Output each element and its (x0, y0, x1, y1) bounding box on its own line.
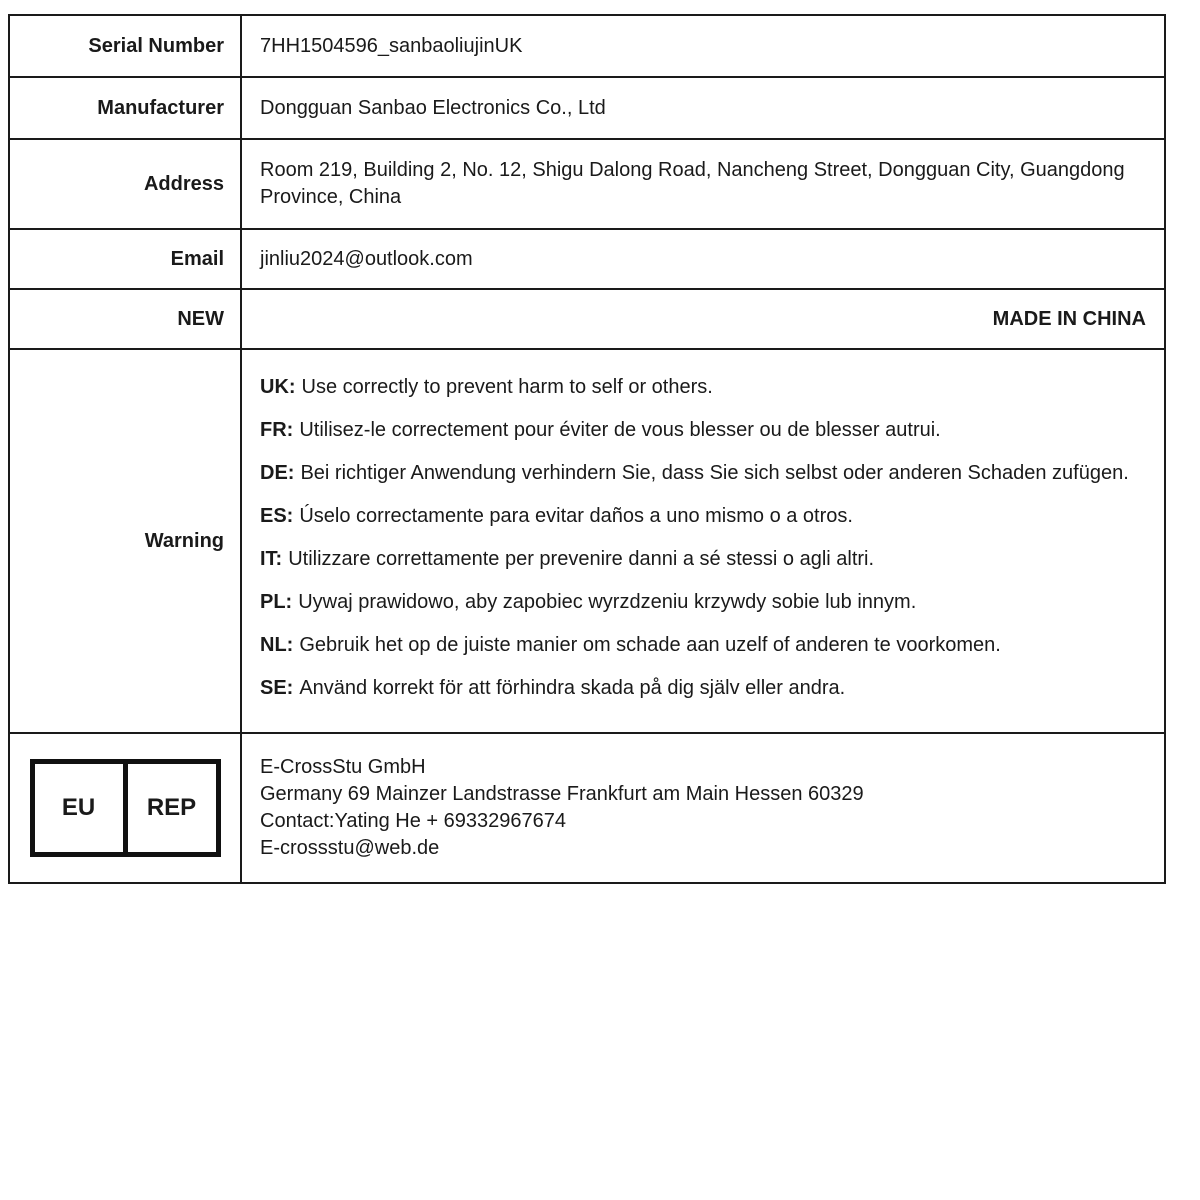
manufacturer-row (10, 78, 1164, 140)
warning-line-se (260, 675, 1146, 702)
email-label: Email (10, 230, 242, 288)
eu-rep-contact: Contact:Yating He + 69332967674 (260, 810, 566, 832)
warning-text: Uywaj prawidowo, aby zapobiec wyrzdzeniu krzywdy sobie lub innym. (298, 591, 917, 613)
warning-lang-code: DE: (260, 462, 295, 484)
warning-line-de (260, 460, 1146, 487)
eu-box: EU (61, 794, 96, 821)
warning-text: Use correctly to prevent harm to self or others. (301, 376, 713, 398)
warning-line-it (260, 546, 1146, 573)
eu-rep-row (10, 734, 1164, 882)
warning-text: Använd korrekt för att förhindra skada på dig själv eller andra. (299, 677, 846, 699)
warning-lang-code: ES: (260, 505, 294, 527)
warning-line-uk (260, 374, 1146, 401)
eu-rep-symbol-cell (10, 734, 242, 882)
warning-line-es (260, 503, 1146, 530)
warning-text: Utilizzare correttamente per prevenire danni a sé stessi o agli altri. (288, 548, 875, 570)
warning-label: Warning (10, 350, 242, 732)
warning-lang-code: IT: (260, 548, 283, 570)
manufacturer-value: Dongguan Sanbao Electronics Co., Ltd (260, 96, 606, 119)
warning-line-pl (260, 589, 1146, 616)
email-row (10, 230, 1164, 290)
warning-row (10, 350, 1164, 734)
warning-lang-code: SE: (260, 677, 294, 699)
manufacturer-label: Manufacturer (10, 78, 242, 138)
email-value: jinliu2024@outlook.com (260, 247, 473, 270)
new-label: NEW (10, 290, 242, 348)
warning-lang-code: PL: (260, 591, 293, 613)
warning-lang-code: NL: (260, 634, 294, 656)
serial-number-value: 7HH1504596_sanbaoliujinUK (260, 34, 523, 57)
address-row (10, 140, 1164, 230)
serial-number-row (10, 16, 1164, 78)
warning-lang-code: FR: (260, 419, 294, 441)
made-in-china-value: MADE IN CHINA (992, 307, 1146, 330)
eu-rep-contact-block (242, 734, 1164, 882)
address-label: Address (10, 140, 242, 228)
product-label-table (8, 14, 1166, 884)
address-value: Room 219, Building 2, No. 12, Shigu Dalong Road, Nancheng Street, Dongguan City, Guangdong Province, China (260, 159, 1125, 208)
rep-box: REP (123, 764, 216, 852)
warning-text: Bei richtiger Anwendung verhindern Sie, dass Sie sich selbst oder anderen Schaden zufügen. (300, 462, 1129, 484)
warning-lang-code: UK: (260, 376, 296, 398)
serial-number-label: Serial Number (10, 16, 242, 76)
eu-rep-email: E-crossstu@web.de (260, 837, 440, 859)
eu-rep-address: Germany 69 Mainzer Landstrasse Frankfurt am Main Hessen 60329 (260, 783, 864, 805)
warning-text: Gebruik het op de juiste manier om schade aan uzelf of anderen te voorkomen. (299, 634, 1001, 656)
origin-row (10, 290, 1164, 350)
warning-text-block (242, 350, 1164, 732)
eu-rep-symbol (30, 759, 221, 857)
warning-text: Utilisez-le correctement pour éviter de vous blesser ou de blesser autrui. (299, 419, 941, 441)
warning-line-fr (260, 417, 1146, 444)
eu-rep-company: E-CrossStu GmbH (260, 756, 426, 778)
warning-line-nl (260, 632, 1146, 659)
warning-text: Úselo correctamente para evitar daños a uno mismo o a otros. (299, 505, 853, 527)
